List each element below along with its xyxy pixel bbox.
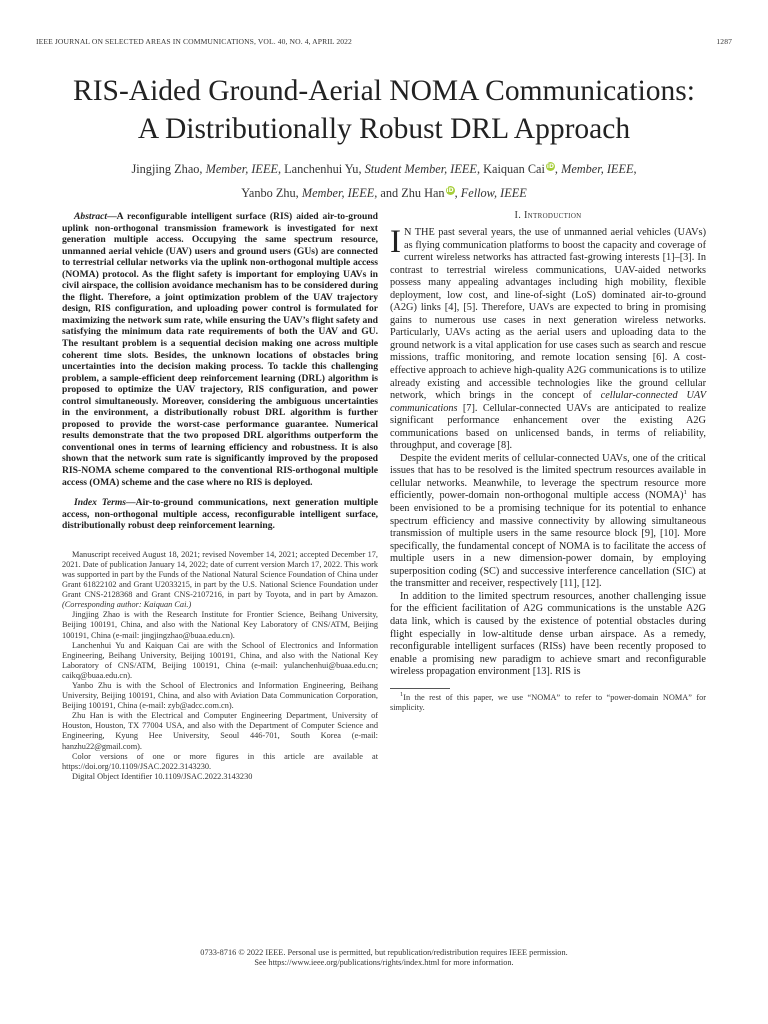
index-terms [62,497,378,532]
introduction-body [390,224,706,679]
text-run: Manuscript received August 18, 2021; revised November 14, 2021; accepted December 17, 2021. Date of publication January 14, 2022; date of current version March 17, 2022. This work was supported in part by the Funds of the National Natural Science Foundation of China under Grant 61822102 and Grant U2033215, in part by the U.S. National Science Foundation under Grant CNS-2128368 and Grant CNS-2107216, in part by Toyota, and in part by Amazon. [62,549,378,600]
text-run: , and Zhu Han [374,186,445,200]
italic-run: Member, IEEE [561,162,634,176]
italic-run: Member, IEEE [205,162,278,176]
text-run: , [454,186,461,200]
author-line-2 [20,181,748,205]
footnote-marker: 1 [683,489,687,497]
orcid-icon[interactable]: iD [446,187,454,194]
title-line-2: A Distributionally Robust DRL Approach [137,113,631,145]
footnote-yu-cai: Lanchenhui Yu and Kaiquan Cai are with the School of Electronics and Information Engineering, Beihang University, Beijing 100191, China, and also with the National Key Laboratory of CNS/ATM, Beijing 100191, China (e-mail: yulanchenhui@buaa.edu.cn; caikq@buaa.edu.cn). [62,640,378,680]
footnote-color-versions [62,752,378,772]
text-run: has been envisioned to be a promising technique for its potential to enhance spectrum efficiency and massive connectivity by allowing simultaneous transmission of multiple users in the same resource block [9], [10]. More specifically, the fundamental concept of NOMA is to facilitate the access of multiple users in a new dimension-power domain, by employing superposition coding (SC) and successive interference cancellation (SIC) at the transmitter and receiver, respectively [11], [12]. [390,490,706,590]
author-line-1 [20,157,748,181]
right-column [390,210,706,713]
text-run: Despite the evident merits of cellular-connected UAVs, one of the critical issues that has to be resolved is the limited spectrum resources available in cellular networks. Meanwhile, to leverage the spectrum resource more efficiently, power-domain non-orthogonal multiple access (NOMA) [390,452,706,502]
doi-link[interactable]: 10.1109/JSAC.2022.3143230 [154,771,253,781]
intro-paragraph-3 [390,591,706,679]
copyright-notice [0,948,768,969]
index-terms-text: Air-to-ground communications, next generation multiple access, non-orthogonal multiple access, reconfigurable intelligent surface, distributionally robust deep reinforcement learning. [62,497,378,532]
text-run: , [554,162,562,176]
text-run: [7]. Cellular-connected UAVs are anticipated to realize significant performance enhancement over the existing A2G communications based on unlicensed bands, in terms of reliability, throughput, and coverage [8]. [390,402,706,452]
orcid-icon[interactable]: iD [546,163,554,170]
text-run: In the rest of this paper, we use “NOMA” to refer to “power-domain NOMA” for simplicity. [390,692,706,712]
italic-run: (Corresponding author: Kaiquan Cai.) [62,600,192,610]
index-terms-label: Index Terms [74,497,127,509]
footnote-manuscript [62,550,378,611]
italic-run: Fellow, IEEE [460,186,527,200]
text-run: , [633,162,637,176]
author-list [20,157,748,205]
section-heading-introduction: I. Introduction [514,210,582,221]
left-column [62,211,378,782]
running-head [36,37,732,46]
copyright-line-1: 0733-8716 © 2022 IEEE. Personal use is permitted, but republication/redistribution requires IEEE permission. [200,948,568,957]
text-run: In addition to the limited spectrum resources, another challenging issue for the efficient facilitation of A2G communications is the unstable A2G data link, which is caused by the existence of potential obstacles during flight especially in low-altitude dense urban airspace. As a remedy, reconfigurable intelligent surfaces (RISs) have been recently proposed to enable a promising new paradigm to achieve smart and reconfigurable wireless propagation environment [13]. RIS is [390,590,706,678]
footnote-han: Zhu Han is with the Electrical and Computer Engineering Department, University of Houston, Houston, TX 77004 USA, and also with the Department of Computer Science and Engineering, Kyung Hee University, Seoul 446-701, South Korea (e-mail: hanzhu22@gmail.com). [62,711,378,751]
intro-paragraph-2 [390,453,706,591]
copyright-line-2: See https://www.ieee.org/publications/rights/index.html for more information. [254,958,514,968]
intro-paragraph-1-text [390,224,706,452]
page-number: 1287 [716,37,732,46]
text-run: , Kaiquan Cai [476,162,545,176]
text-run: Yanbo Zhu, [241,186,302,200]
text-run: N THE past several years, the use of unmanned aerial vehicles (UAVs) as flying communication platforms to boost the capacity and coverage of current wireless networks has attracted fast-growing interests [1]–[3]. In contrast to terrestrial wireless communications, UAV-aided networks possess many appealing advantages including high mobility, flexible deployment, low cost, and line-of-sight (LoS) dominated air-to-ground (A2G) links [4], [5]. Therefore, UAVs are expected to bring in promising gains to numerous use cases in next generation wireless networks. Particularly, UAVs acting as the aerial users and uploading data to the ground network is a vital application for use cases such as search and rescue missions, traffic monitoring, and remote location sensing [6]. A cost-effective approach to achieve high-quality A2G communications is to utilize already existing and accessible technologies like the ground cellular network, which brings in the concept of [390,227,706,402]
italic-run: Member, IEEE [301,186,375,200]
title-line-1: RIS-Aided Ground-Aerial NOMA Communications: [73,75,695,107]
index-terms-paragraph [62,497,378,532]
footnote-zhu: Yanbo Zhu is with the School of Electronics and Information Engineering, Beihang University, Beijing 100191, China, and also with Aviation Data Communication Corporation, Beijing 100191, China (e-mail: zyb@adcc.com.cn). [62,680,378,711]
italic-run: cellular-connected UAV communications [390,390,706,414]
abstract-label: Abstract [74,211,108,222]
index-terms-dash: — [126,497,136,509]
doi-label: Digital Object Identifier [72,771,155,781]
abstract [62,211,378,488]
intro-paragraph-1 [390,224,706,453]
abstract-dash: — [107,211,117,222]
abstract-paragraph [62,211,378,488]
text-run: Jingjing Zhao, [131,162,206,176]
drop-cap: I [390,224,401,260]
journal-name: IEEE JOURNAL ON SELECTED AREAS IN COMMUNICATIONS, VOL. 40, NO. 4, APRIL 2022 [36,37,352,46]
affiliation-footnotes [62,550,378,782]
text-run: , Lanchenhui Yu, [277,162,365,176]
paper-title [0,72,768,148]
footnote-marker: 1 [400,690,404,698]
footnote-doi [62,772,378,782]
italic-run: Student Member, IEEE [364,162,477,176]
footnote-zhao: Jingjing Zhao is with the Research Institute for Frontier Science, Beihang University, Beijing 100191, China, and also with the National Key Laboratory of CNS/ATM, Beijing 100191, China (e-mail: jingjingzhao@buaa.edu.cn). [62,610,378,640]
color-versions-link[interactable]: https://doi.org/10.1109/JSAC.2022.3143230. [62,761,212,771]
color-versions-text: Color versions of one or more figures in this article are available at [72,751,378,761]
abstract-text: A reconfigurable intelligent surface (RIS) aided air-to-ground uplink non-orthogonal transmission framework is investigated for next generation multiple access. Occupying the same spectrum resource, unmanned aerial vehicle (UAV) users and ground users (GUs) are connected to terrestrial cellular networks via the uplink non-orthogonal multiple access (NOMA) protocol. As the flight safety is important for employing UAVs in civil airspace, the collision avoidance mechanism has to be considered during the flight. Therefore, a joint optimization problem of the UAV trajectory design, RIS configuration, and uploading power control is formulated for maximizing the network sum rate, while ensuring the UAV’s flight safety and satisfying the minimum data rate requirements of both the UAV and GU. The resultant problem is a sequential decision making one across multiple coherent time slots. Besides, the unknown locations of obstacles bring uncertainties into the decision making process. To tackle this challenging problem, a sample-efficient deep reinforcement learning (DRL) algorithm is proposed to optimize the UAV trajectory, RIS configuration, and power control simultaneously. Moreover, considering the ambiguous uncertainties in the environment, a distributionally robust DRL algorithm is further proposed to provide the worst-case performance guarantee. Numerical results demonstrate that the two proposed DRL algorithms outperform the conventional ones in terms of learning efficiency and robustness. It is also shown that the network sum rate is significantly improved by the proposed RIS-NOMA scheme compared to the conventional RIS-orthogonal multiple access (OMA) scheme and the case where no RIS is deployed. [62,211,378,488]
noma-footnote [390,690,706,713]
footnote-rule [390,688,450,689]
